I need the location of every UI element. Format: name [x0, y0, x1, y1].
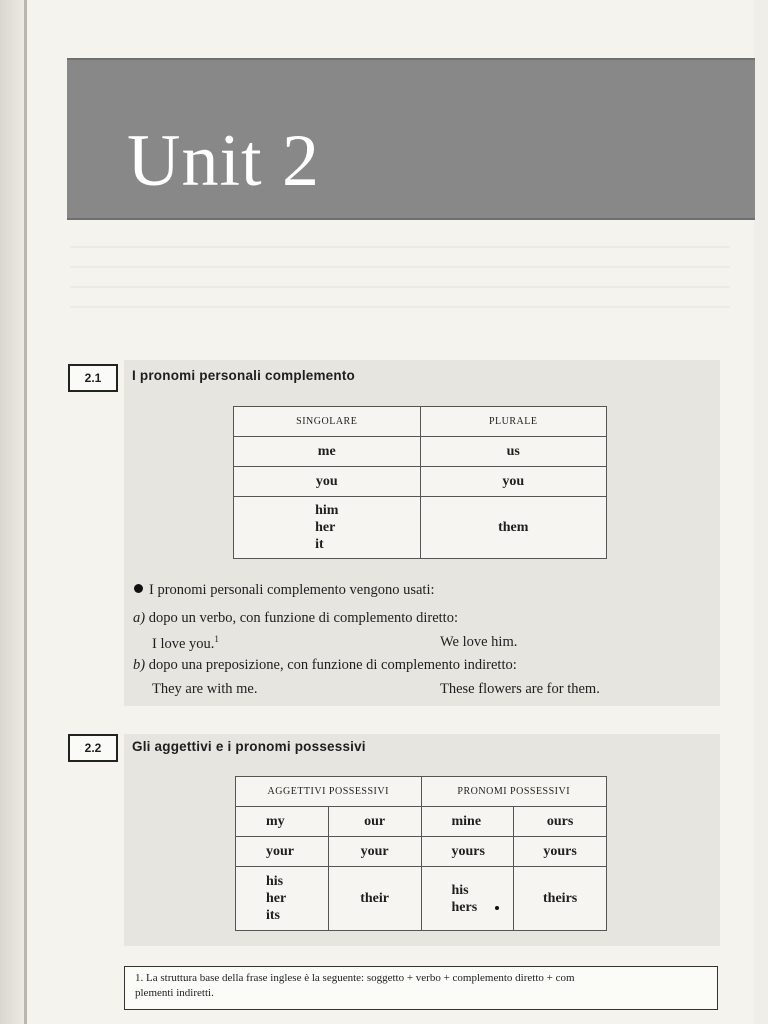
section-title-2-2: Gli aggettivi e i pronomi possessivi [132, 739, 366, 754]
section-number-2-1: 2.1 [68, 364, 118, 392]
possessives-table [235, 776, 607, 931]
point-a-text: dopo un verbo, con funzione di complemento diretto: [145, 610, 458, 626]
unit-banner [67, 58, 755, 220]
footnote-ref: 1 [214, 634, 219, 644]
stacked-pronouns-possessive: his hers [451, 882, 478, 915]
bullet-line [134, 582, 435, 599]
point-b-text: dopo una preposizione, con funzione di complemento indiretto: [145, 657, 517, 673]
table-cell: yours [514, 837, 607, 867]
page-binding-edge [0, 0, 26, 1024]
header-plurale: PLURALE [420, 407, 607, 437]
print-speck [495, 906, 499, 910]
point-a [133, 610, 458, 627]
table-cell: me [234, 437, 421, 467]
table-cell: you [234, 467, 421, 497]
section-number-2-2: 2.2 [68, 734, 118, 762]
table-cell: mine [421, 807, 514, 837]
stacked-adjectives: his her its [266, 874, 287, 923]
stacked-pronouns: him her it [315, 503, 339, 552]
bullet-text: I pronomi personali complemento vengono usati: [149, 582, 435, 598]
point-b [133, 657, 517, 674]
table-cell [236, 867, 329, 931]
footnote-box [124, 966, 718, 1010]
point-b-marker: b) [133, 657, 146, 673]
table-cell: their [328, 867, 421, 931]
table-cell [421, 867, 514, 931]
bleed-through-texture [70, 228, 730, 338]
table-cell [234, 497, 421, 559]
example-a1 [152, 634, 219, 653]
table-cell: them [420, 497, 607, 559]
header-aggettivi-possessivi: AGGETTIVI POSSESSIVI [236, 777, 422, 807]
table-cell: your [328, 837, 421, 867]
section-title-2-1: I pronomi personali complemento [132, 368, 355, 383]
footnote-line-2: plementi indiretti. [135, 987, 214, 999]
footnote-line-1: 1. La struttura base della frase inglese è la seguente: soggetto + verbo + complemento diretto + com [135, 972, 575, 984]
bullet-icon [134, 584, 143, 593]
header-singolare: SINGOLARE [234, 407, 421, 437]
table-cell: your [236, 837, 329, 867]
table-cell: ours [514, 807, 607, 837]
table-cell: our [328, 807, 421, 837]
point-a-marker: a) [133, 610, 146, 626]
personal-pronouns-table [233, 406, 607, 559]
page-fold-line [24, 0, 27, 1024]
example-b1: They are with me. [152, 681, 258, 697]
example-a1-text: I love you. [152, 635, 215, 652]
table-cell: theirs [514, 867, 607, 931]
header-pronomi-possessivi: PRONOMI POSSESSIVI [421, 777, 607, 807]
example-a2: We love him. [440, 634, 518, 650]
page-right-edge [754, 0, 768, 1024]
unit-title: Unit 2 [127, 120, 321, 202]
table-cell: yours [421, 837, 514, 867]
table-cell: us [420, 437, 607, 467]
table-cell: you [420, 467, 607, 497]
example-b2: These flowers are for them. [440, 681, 600, 697]
table-cell: my [236, 807, 329, 837]
